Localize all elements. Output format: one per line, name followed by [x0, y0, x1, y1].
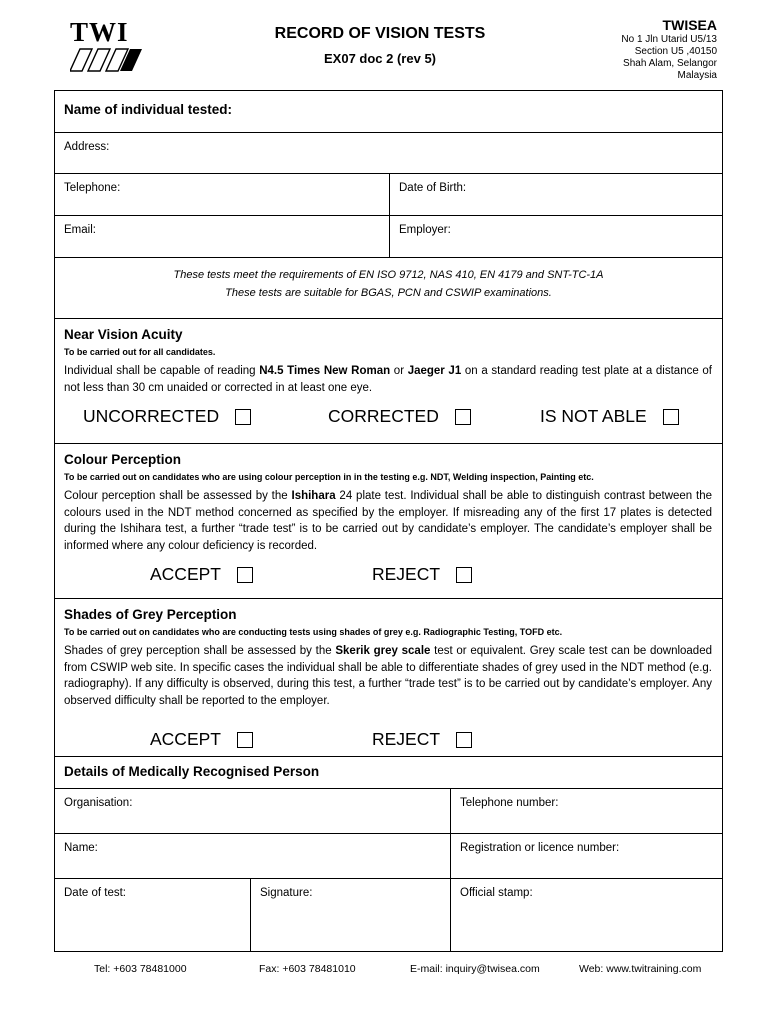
reject-label: REJECT [372, 564, 441, 584]
text-run-bold: Skerik grey scale [335, 645, 431, 657]
grey-accept-checkbox[interactable] [237, 732, 253, 748]
corrected-label: CORRECTED [328, 406, 439, 426]
corrected-checkbox[interactable] [455, 409, 471, 425]
not-able-label: IS NOT ABLE [540, 406, 647, 426]
registration-field[interactable] [450, 834, 722, 878]
colour-subtitle: To be carried out on candidates who are using colour perception in in the testing e.g. NDT, Welding inspection, Painting etc. [64, 472, 594, 482]
dob-field[interactable] [389, 174, 722, 215]
vision-test-form [54, 90, 723, 952]
telephone-number-field[interactable] [450, 789, 722, 833]
telephone-label: Telephone: [64, 182, 121, 194]
text-run: Colour perception shall be assessed by the [64, 490, 292, 502]
organisation-field[interactable] [55, 789, 450, 833]
email-field[interactable] [55, 216, 389, 257]
document-title: RECORD OF VISION TESTS [274, 25, 486, 42]
grey-reject-option[interactable] [372, 729, 472, 750]
requirements-notice [55, 258, 722, 319]
email-label: Email: [64, 224, 96, 236]
address-line: No 1 Jln Utarid U5/13 [621, 34, 717, 45]
medical-title: Details of Medically Recognised Person [64, 764, 320, 779]
grey-accept-option[interactable] [150, 729, 253, 750]
footer-email[interactable]: E-mail: inquiry@twisea.com [410, 963, 540, 975]
official-stamp-label: Official stamp: [460, 887, 533, 899]
text-run: on a standard reading test plate at a distance of not less than 30 cm unaided or corrected in at least one eye. [64, 365, 712, 394]
uncorrected-option[interactable] [83, 406, 251, 427]
near-vision-title: Near Vision Acuity [64, 327, 183, 342]
signature-label: Signature: [260, 887, 313, 899]
employer-field[interactable] [389, 216, 722, 257]
text-run: Individual shall be capable of reading [64, 365, 260, 377]
logo-text: TWI [70, 17, 129, 47]
colour-title: Colour Perception [64, 452, 182, 467]
grey-reject-checkbox[interactable] [456, 732, 472, 748]
footer-website[interactable]: Web: www.twitraining.com [579, 963, 702, 975]
organisation-label: Organisation: [64, 797, 133, 809]
colour-options [64, 564, 712, 604]
address-field[interactable] [55, 133, 722, 173]
telephone-number-label: Telephone number: [460, 797, 559, 809]
colour-reject-checkbox[interactable] [456, 567, 472, 583]
text-run: test or equivalent. Grey scale test can be downloaded from CSWIP web site. In specific cases the individual shall be able to differentiate shades of grey used in the NDT method (e.g. radiography). If any difficulty is observed, during this test, a further “trade test” is to be carried out by candidate’s employer. Any observed difficulty shall be reported to the employer. [64, 645, 712, 707]
dob-label: Date of Birth: [399, 182, 467, 194]
organisation-name: TWISEA [662, 17, 717, 33]
medical-name-label: Name: [64, 842, 98, 854]
address-row [55, 133, 722, 174]
address-line: Section U5 ,40150 [634, 46, 717, 57]
colour-perception-section [55, 444, 722, 599]
logo-stripes-icon [70, 48, 146, 72]
not-able-checkbox[interactable] [663, 409, 679, 425]
medical-title-row [55, 757, 722, 789]
telephone-row [55, 174, 722, 216]
employer-label: Employer: [399, 224, 451, 236]
name-row [55, 91, 722, 133]
corrected-option[interactable] [328, 406, 471, 427]
footer-telephone: Tel: +603 78481000 [94, 963, 187, 975]
footer-fax: Fax: +603 78481010 [259, 963, 356, 975]
twi-logo [70, 18, 146, 74]
text-run-bold: Jaeger J1 [407, 365, 462, 377]
address-line: Malaysia [677, 70, 717, 81]
grey-subtitle: To be carried out on candidates who are conducting tests using shades of grey e.g. Radiographic Testing, TOFD etc. [64, 627, 563, 637]
organisation-address [621, 16, 717, 82]
organisation-row [55, 789, 722, 834]
date-of-test-label: Date of test: [64, 887, 127, 899]
colour-reject-option[interactable] [372, 564, 472, 585]
accept-label: ACCEPT [150, 564, 221, 584]
name-field[interactable] [55, 91, 722, 132]
grey-title: Shades of Grey Perception [64, 607, 237, 622]
medical-name-field[interactable] [55, 834, 450, 878]
colour-text [64, 488, 712, 554]
signature-field[interactable] [250, 879, 450, 951]
colour-accept-option[interactable] [150, 564, 253, 585]
near-vision-options [64, 406, 712, 446]
near-vision-subtitle: To be carried out for all candidates. [64, 347, 216, 357]
text-run-bold: Ishihara [291, 490, 336, 502]
email-row [55, 216, 722, 258]
page-header [0, 0, 768, 90]
text-run-bold: N4.5 Times New Roman [259, 365, 391, 377]
registration-label: Registration or licence number: [460, 842, 620, 854]
date-of-test-field[interactable] [55, 879, 250, 951]
text-run: 24 plate test. Individual shall be able to distinguish contrast between the colours used in the NDT method concerned as specified by the employer. If misreading any of the first 17 plates is detected during the Ishihara test, a further “trade test” is to be carried out by candidate’s employer. The candidate’s employer shall be informed where any colour deficiency is recorded. [64, 490, 712, 552]
address-label: Address: [64, 141, 110, 153]
uncorrected-label: UNCORRECTED [83, 406, 220, 426]
reject-label: REJECT [372, 729, 441, 749]
document-reference: EX07 doc 2 (rev 5) [324, 51, 436, 66]
name-label: Name of individual tested: [64, 102, 233, 117]
text-run: or [390, 365, 408, 377]
grey-text [64, 643, 712, 709]
medical-name-row [55, 834, 722, 879]
accept-label: ACCEPT [150, 729, 221, 749]
text-run: Shades of grey perception shall be assessed by the [64, 645, 336, 657]
official-stamp-field[interactable] [450, 879, 722, 951]
date-signature-row [55, 879, 722, 951]
near-vision-text [64, 363, 712, 396]
notice-line-2: These tests are suitable for BGAS, PCN and CSWIP examinations. [225, 287, 552, 299]
telephone-field[interactable] [55, 174, 389, 215]
notice-line-1: These tests meet the requirements of EN ISO 9712, NAS 410, EN 4179 and SNT-TC-1A [173, 269, 604, 281]
address-line: Shah Alam, Selangor [623, 58, 717, 69]
colour-accept-checkbox[interactable] [237, 567, 253, 583]
near-vision-section [55, 319, 722, 444]
not-able-option[interactable] [540, 406, 679, 427]
uncorrected-checkbox[interactable] [235, 409, 251, 425]
grey-perception-section [55, 599, 722, 757]
